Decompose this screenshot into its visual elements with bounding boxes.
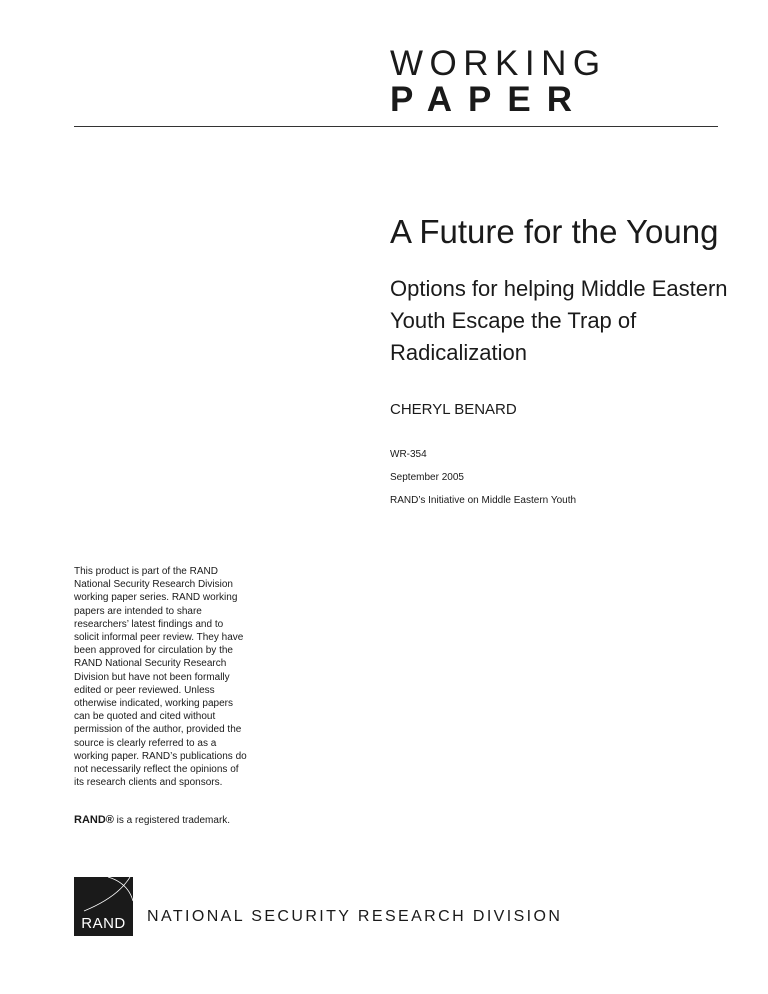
rand-logo-text: RAND	[81, 915, 126, 932]
disclaimer-notice: This product is part of the RAND National Security Research Division working paper series. RAND working papers are intended to share researchers’ latest findings and to solicit informal peer review. They have been approved for circulation by the RAND National Security Research Division but have not been formally edited or peer reviewed. Unless otherwise indicated, working papers can be quoted and cited without permission of the author, provided the source is clearly referred to as a working paper. RAND’s publications do not necessarily reflect the opinions of its research clients and sponsors.	[74, 566, 247, 789]
report-number: WR-354	[390, 449, 427, 460]
trademark-notice	[74, 814, 230, 826]
division-name: NATIONAL SECURITY RESEARCH DIVISION	[147, 908, 563, 925]
document-title: A Future for the Young	[390, 213, 719, 250]
header-rule	[74, 126, 718, 127]
rand-logo	[74, 877, 133, 936]
series-label-working: WORKING	[390, 44, 607, 83]
initiative-name: RAND’s Initiative on Middle Eastern Youth	[390, 495, 577, 506]
author-name: CHERYL BENARD	[390, 401, 517, 418]
document-subtitle: Options for helping Middle Eastern Youth Escape the Trap of Radicalization	[390, 276, 728, 365]
series-label-paper: PAPER	[390, 80, 588, 119]
trademark-mark: RAND®	[74, 814, 114, 826]
publication-date: September 2005	[390, 472, 464, 483]
trademark-text: is a registered trademark.	[113, 815, 231, 826]
